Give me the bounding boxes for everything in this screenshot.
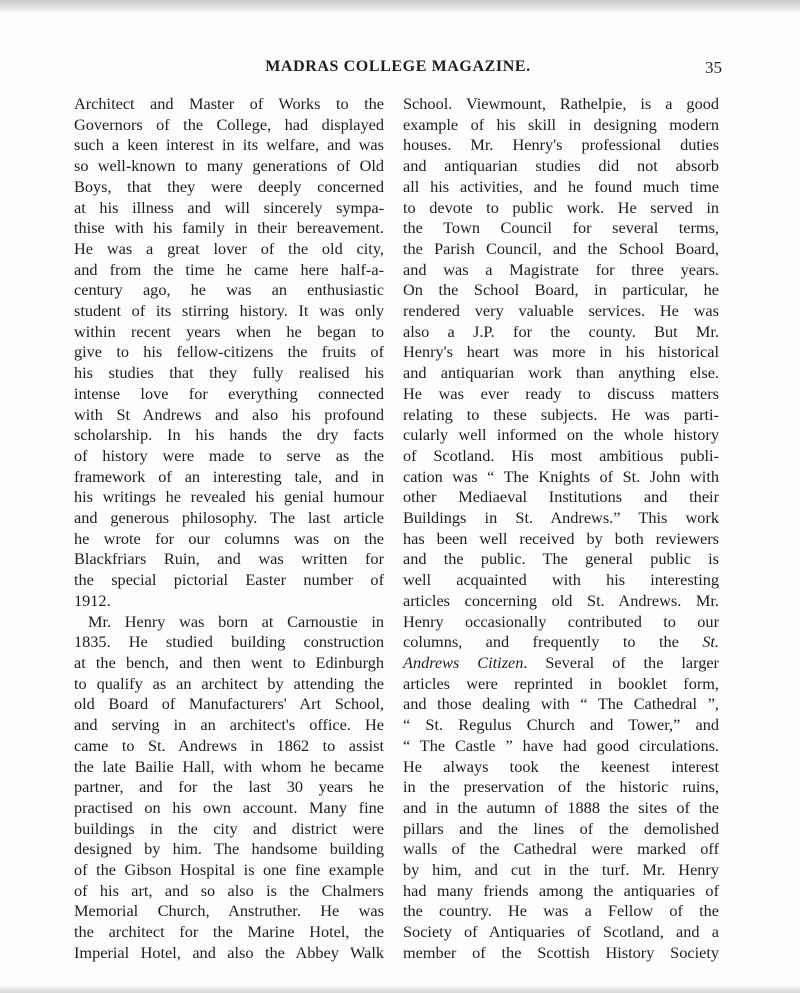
text-line: practised on his own account. Many fine [74,797,384,817]
text-line: Mr. Henry was born at Carnoustie in [88,611,384,631]
text-line: of Scotland. His most ambitious publi- [403,445,719,465]
text-line: and antiquarian work than anything else. [403,363,719,383]
text-line: and in the autumn of 1888 the sites of the [403,797,719,817]
right-column [403,94,719,964]
text-line: also a J.P. for the county. But Mr. [403,321,719,341]
text-line: the special pictorial Easter number of [74,570,384,590]
text-line: his writings he revealed his genial humour [74,487,384,507]
text-line: and from the time he came here half-a- [74,259,384,279]
page-header [74,58,722,88]
text-line: and serving in an architect's office. He [74,715,384,735]
text-line: scholarship. In his hands the dry facts [74,425,384,445]
text-line: Buildings in St. Andrews.” This work [403,508,719,528]
text-line: and those dealing with “ The Cathedral ”, [403,694,719,714]
text-line: On the School Board, in particular, he [403,280,719,300]
text-line: the country. He was a Fellow of the [403,901,719,921]
text-line: came to St. Andrews in 1862 to assist [74,735,384,755]
text-line: 1835. He studied building construction [74,632,384,652]
text-fragment: . Several of the larger [523,652,719,672]
text-line: and generous philosophy. The last article [74,508,384,528]
text-line: articles concerning old St. Andrews. Mr. [403,590,719,610]
text-line: and the public. The general public is [403,549,719,569]
text-line: at his illness and will sincerely sympa- [74,197,384,217]
text-line: Henry's heart was more in his historical [403,342,719,362]
text-line: He was ever ready to discuss matters [403,383,719,403]
text-line: in the preservation of the historic ruins, [403,777,719,797]
text-line: cularly well informed on the whole history [403,425,719,445]
text-line: Memorial Church, Anstruther. He was [74,901,384,921]
text-line: the architect for the Marine Hotel, the [74,922,384,942]
text-line: all his activities, and he found much time [403,176,719,196]
text-line: old Board of Manufacturers' Art School, [74,694,384,714]
text-line: well acquainted with his interesting [403,570,719,590]
text-line: He always took the keenest interest [403,756,719,776]
text-line: with St Andrews and also his profound [74,404,384,424]
text-line: member of the Scottish History Society [403,942,719,962]
text-line: and was a Magistrate for three years. [403,259,719,279]
text-line: Society of Antiquaries of Scotland, and a [403,922,719,942]
text-line: intense love for everything connected [74,383,384,403]
text-line: partner, and for the last 30 years he [74,777,384,797]
text-line: buildings in the city and district were [74,818,384,838]
text-line: “ The Castle ” have had good circulations. [403,735,719,755]
italic-publication-title: Andrews Citizen [403,652,524,672]
text-line: School. Viewmount, Rathelpie, is a good [403,94,719,113]
text-line: within recent years when he began to [74,321,384,341]
scan-edge-top [0,0,800,14]
text-line: “ St. Regulus Church and Tower,” and [403,715,719,735]
text-line: cation was “ The Knights of St. John with [403,466,719,486]
text-line: he wrote for our columns was on the [74,528,384,548]
running-head: MADRAS COLLEGE MAGAZINE. [265,58,531,75]
text-line: of history were made to serve as the [74,445,384,465]
text-line: his studies that they fully realised his [74,363,384,383]
text-line: Imperial Hotel, and also the Abbey Walk [74,942,384,962]
text-line: Architect and Master of Works to the [74,94,384,113]
scan-edge-bottom [0,985,800,993]
text-line: and antiquarian studies did not absorb [403,156,719,176]
text-line-with-italic [403,632,719,653]
text-line: the Parish Council, and the School Board, [403,238,719,258]
text-line: give to his fellow-citizens the fruits of [74,342,384,362]
text-line: He was a great lover of the old city, [74,238,384,258]
text-line: to qualify as an architect by attending the [74,673,384,693]
text-line: framework of an interesting tale, and in [74,466,384,486]
text-line: designed by him. The handsome building [74,839,384,859]
text-line: has been well received by both reviewers [403,528,719,548]
text-line: example of his skill in designing modern [403,114,719,134]
text-line: of his art, and so also is the Chalmers [74,880,384,900]
text-line: so well-known to many generations of Old [74,156,384,176]
text-line: had many friends among the antiquaries of [403,880,719,900]
text-line: relating to these subjects. He was parti- [403,404,719,424]
text-line: pillars and the lines of the demolished [403,818,719,838]
text-line: other Mediaeval Institutions and their [403,487,719,507]
page-number: 35 [705,58,722,77]
text-line: student of its stirring history. It was only [74,301,384,321]
text-line: of the Gibson Hospital is one fine example [74,860,384,880]
text-line: to devote to public work. He served in [403,197,719,217]
text-line: 1912. [74,590,111,610]
text-line: by him, and cut in the turf. Mr. Henry [403,860,719,880]
text-line: at the bench, and then went to Edinburgh [74,652,384,672]
text-line: the Town Council for several terms, [403,218,719,238]
text-line: Henry occasionally contributed to our [403,611,719,631]
text-line-with-italic [403,653,719,674]
text-line: houses. Mr. Henry's professional duties [403,135,719,155]
text-line: walls of the Cathedral were marked off [403,839,719,859]
text-line: Boys, that they were deeply concerned [74,176,384,196]
text-line: Governors of the College, had displayed [74,114,384,134]
left-column [74,94,384,964]
text-line: the late Bailie Hall, with whom he became [74,756,384,776]
text-line: thise with his family in their bereavement. [74,218,384,238]
text-fragment: columns, and frequently to the [403,632,679,652]
text-line: articles were reprinted in booklet form, [403,673,719,693]
text-line: Blackfriars Ruin, and was written for [74,549,384,569]
text-line: rendered very valuable services. He was [403,301,719,321]
text-line: such a keen interest in its welfare, and was [74,135,384,155]
text-line: century ago, he was an enthusiastic [74,280,384,300]
italic-publication-fragment: St. [702,632,719,652]
